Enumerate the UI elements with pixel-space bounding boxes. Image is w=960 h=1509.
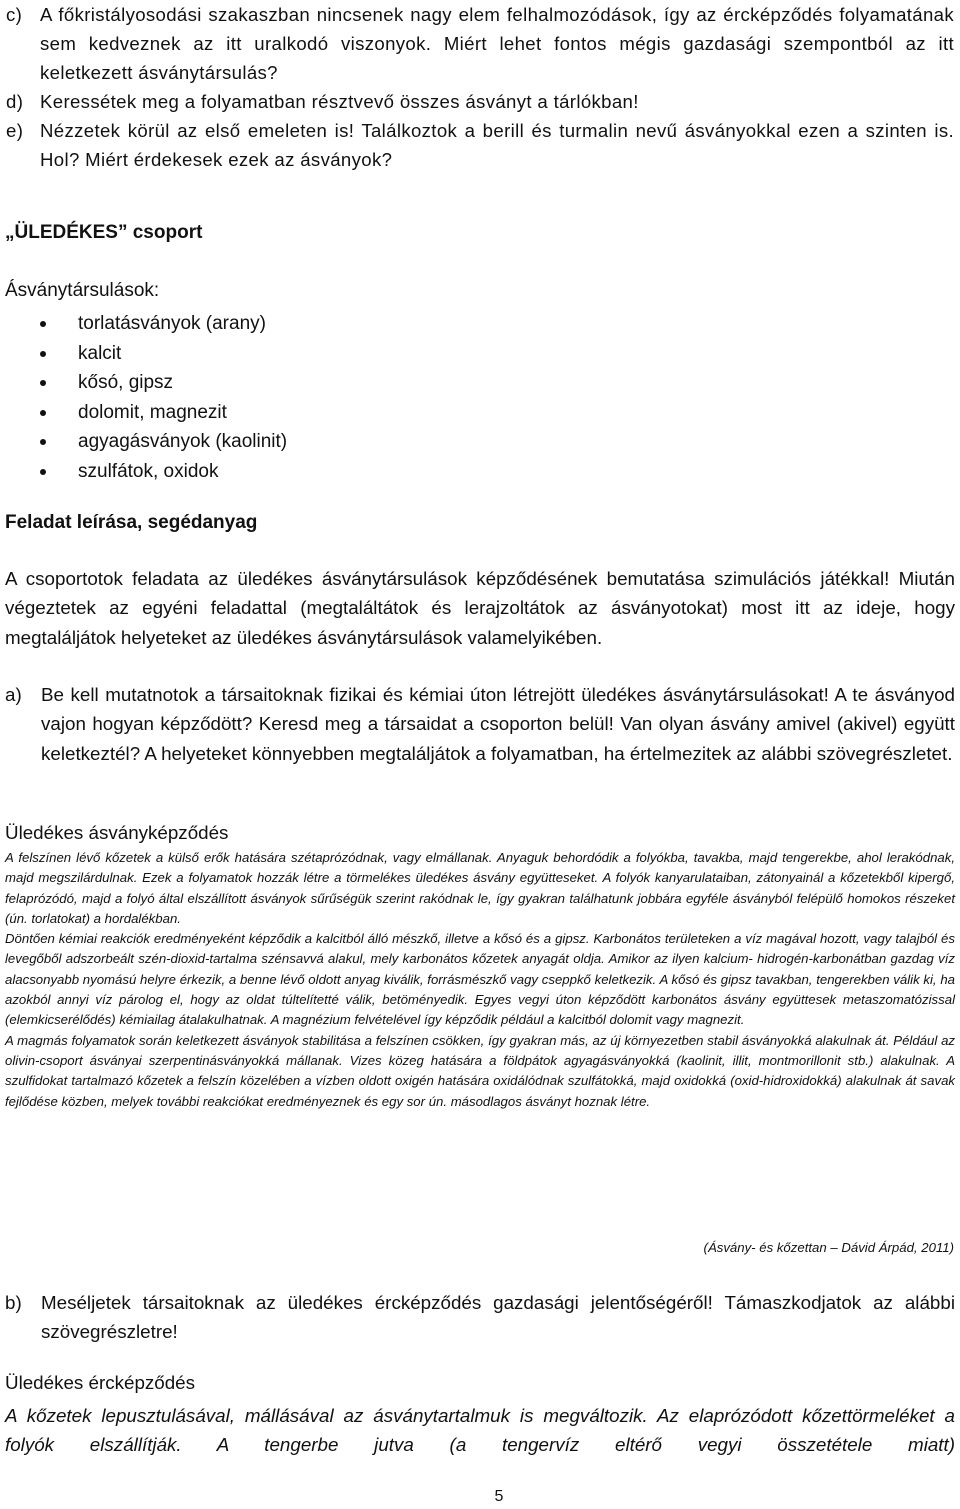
excerpt-text bbox=[5, 848, 955, 1112]
task-marker: a) bbox=[5, 684, 22, 705]
question-text: A főkristályosodási szakaszban nincsenek nagy elem felhalmozódások, így az ércképződés folyamatának sem kedveznek az itt uralkodó viszonyok. Miért lehet fontos mégis gazdasági szempontból az itt keletkezett ásványtársulás? bbox=[40, 4, 954, 83]
task-item-b bbox=[5, 1288, 955, 1347]
ore-formation-text: A kőzetek lepusztulásával, mállásával az ásványtartalmuk is megváltozik. Az elaprózódott kőzettörmeléket a folyók elszállítják. A tengerbe jutva (a tengervíz eltérő vegyi összetétele miatt) bbox=[5, 1405, 955, 1456]
list-item: agyagásványok (kaolinit) bbox=[40, 427, 287, 457]
question-e bbox=[6, 116, 954, 174]
task-text: Be kell mutatnotok a társaitoknak fizikai és kémiai úton létrejött üledékes ásványtársulásokat! A te ásványod vajon hogyan képződött? Keresd meg a társaidat a csoporton belül! Van olyan ásvány amivel (akivel) együtt keletkeztél? A helyeteket könnyebben megtaláljátok a folyamatban, ha értelmezitek az alábbi szövegrészletet. bbox=[41, 684, 955, 764]
list-item: kalcit bbox=[40, 339, 287, 369]
excerpt-paragraph: A felszínen lévő kőzetek a külső erők hatására szétaprózódnak, vagy elmállanak. Anyaguk behordódik a folyókba, tavakba, majd tengerekbe, ahol lerakódnak, majd megszilárdulnak. Ezek a folyamatok hozzák létre a törmelékes üledékes ásvány együtteseket. A folyók kanyarulataiban, zátonyainál a kőzetekből kipergő, felaprózódó, majd a folyó által elszállított ásványok sűrűségük szerint rakódnak le, így gyakran találhatunk jobbára egyféle ásványból felépülő homokos részeket (ún. torlatokat) a hordalékban. bbox=[5, 850, 955, 926]
task-item-a bbox=[5, 680, 955, 768]
question-text: Nézzetek körül az első emeleten is! Találkoztok a berill és turmalin nevű ásványokkal ezen a szinten is. Hol? Miért érdekesek ezek az ásványok? bbox=[40, 120, 954, 170]
page-number: 5 bbox=[494, 1488, 504, 1505]
section-heading-mineral-formation: Üledékes ásványképződés bbox=[5, 822, 229, 843]
question-marker: d) bbox=[6, 91, 24, 112]
excerpt-paragraph: A magmás folyamatok során keletkezett ásványok stabilitása a felszínen csökken, így gyakran más, az új környezetben stabil ásványokká alakulnak át. Például az olivin-csoport ásványai szerpentinásványokká mállanak. Vizes közeg hatására a földpátok agyagásványokká (kaolinit, illit, montmorillonit stb.) alakulnak. A szulfidokat tartalmazó kőzetek a felszín közelében a vízben oldott oxigén hatására oxidálódnak szulfátokká, majd oxidokká (oxid-hidroxidokká) alakulnak át savak fejlődése közben, melyek további reakciókat eredményeznek és egy sor ún. másodlagos ásványt hoznak létre. bbox=[5, 1032, 955, 1109]
group-title: „ÜLEDÉKES” csoport bbox=[5, 222, 203, 243]
task-heading: Feladat leírása, segédanyag bbox=[5, 512, 258, 533]
question-d bbox=[6, 87, 954, 116]
question-text: Keressétek meg a folyamatban résztvevő összes ásványt a tárlókban! bbox=[40, 91, 639, 112]
section-heading-ore-formation: Üledékes ércképződés bbox=[5, 1372, 196, 1393]
task-marker: b) bbox=[5, 1292, 22, 1313]
list-item: szulfátok, oxidok bbox=[40, 457, 287, 487]
question-marker: e) bbox=[6, 120, 24, 141]
task-paragraph: A csoportotok feladata az üledékes ásványtársulások képződésének bemutatása szimulációs játékkal! Miután végeztetek az egyéni feladattal (megtaláltátok és lerajzoltátok az ásványotokat) most itt az ideje, hogy megtaláljátok helyeteket az üledékes ásványtársulások valamelyikében. bbox=[5, 568, 955, 648]
excerpt-paragraph: Döntően kémiai reakciók eredményeként képződik a kalcitból álló mészkő, illetve a kősó és a gipsz. Karbonátos területeken a víz magával hozott, vagy talajból és levegőből adszorbeált szén-dioxid-tartalma szénsavvá alakul, mely karbonátos kőzetek anyagát oldja. Amikor az ilyen kalcium- hidrogén-karbonátban gazdag víz alacsonyabb nyomású helyre érkezik, a benne lévő oldott anyag kiválik, forrásmészkő vagy cseppkő keletkezik. A kősó és gipsz tavakban, tengerekben válik ki, ha azokból annyi víz párolog el, hogy az oldat túltelítetté válik, betöményedik. Egyes vegyi úton képződött karbonátos ásvány együttesek metaszomatózissal (elemkicserélődés) kémiailag átalakulhatnak. A magnézium felvételével így képződik például a kalcitból dolomit vagy magnezit. bbox=[5, 931, 955, 1028]
list-item: torlatásványok (arany) bbox=[40, 309, 287, 339]
list-item: kősó, gipsz bbox=[40, 368, 287, 398]
group-subtitle: Ásványtársulások: bbox=[5, 280, 160, 301]
question-c bbox=[6, 0, 954, 87]
list-item: dolomit, magnezit bbox=[40, 398, 287, 428]
citation: (Ásvány- és kőzettan – Dávid Árpád, 2011) bbox=[703, 1240, 954, 1255]
question-list bbox=[6, 0, 954, 174]
question-marker: c) bbox=[6, 4, 23, 25]
mineral-list bbox=[40, 309, 287, 487]
task-text: Meséljetek társaitoknak az üledékes ércképződés gazdasági jelentőségéről! Támaszkodjatok az alábbi szövegrészletre! bbox=[41, 1292, 955, 1343]
